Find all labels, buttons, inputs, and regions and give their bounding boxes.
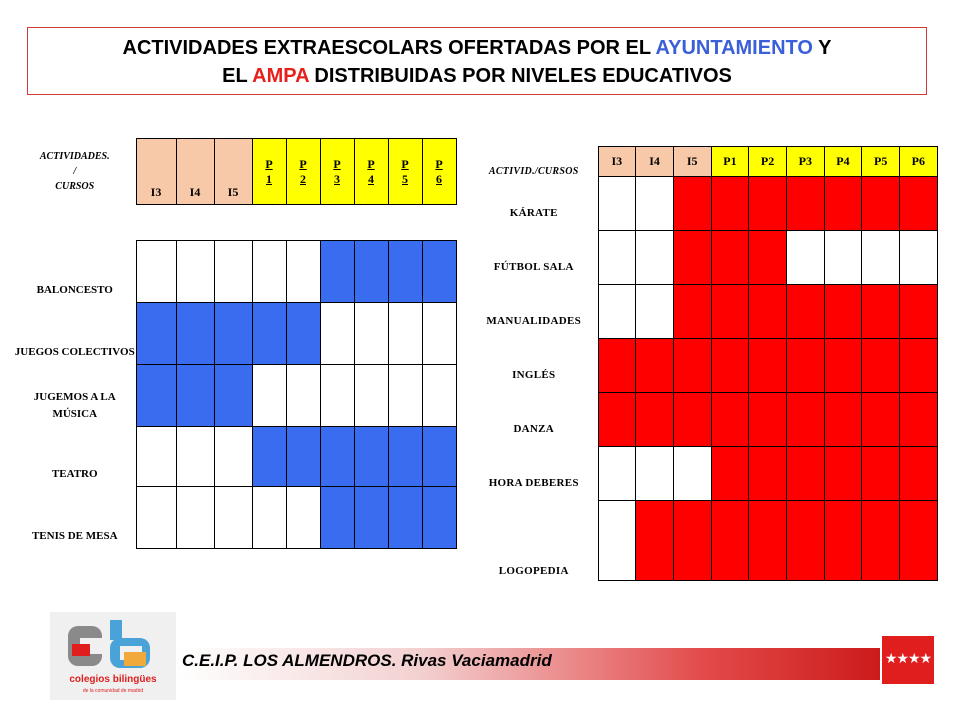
right-cell-filled: [786, 339, 824, 393]
left-corner-label: ACTIVIDADES. / CURSOS: [14, 139, 136, 205]
right-cell-filled: [824, 285, 862, 339]
madrid-flag: ★★★★: [882, 636, 934, 684]
left-cell-filled: [252, 303, 286, 365]
left-table-row: [14, 365, 456, 427]
right-cell-filled: [598, 339, 636, 393]
right-header-cell: I3: [598, 147, 636, 177]
right-cell-filled: [786, 501, 824, 581]
right-table-row: [470, 285, 937, 339]
left-cell-filled: [320, 427, 354, 487]
right-cell-filled: [636, 339, 674, 393]
left-cell-filled: [354, 487, 388, 549]
left-cell-filled: [252, 427, 286, 487]
right-table-row: [470, 231, 937, 285]
left-cell-filled: [422, 241, 456, 303]
right-cell-filled: [673, 339, 711, 393]
right-cell-filled: [900, 501, 938, 581]
right-cell-filled: [900, 285, 938, 339]
right-cell-filled: [900, 339, 938, 393]
right-cell-empty: [636, 177, 674, 231]
left-header-cell: P 6: [422, 139, 456, 205]
left-cell-empty: [286, 241, 320, 303]
right-cell-empty: [636, 231, 674, 285]
left-header-cell: P 2: [286, 139, 320, 205]
right-cell-filled: [711, 231, 749, 285]
right-cell-filled: [862, 501, 900, 581]
right-cell-filled: [711, 447, 749, 501]
left-cell-empty: [176, 487, 214, 549]
left-cell-empty: [214, 427, 252, 487]
left-table-header: [14, 138, 457, 205]
left-header-cell: P 1: [252, 139, 286, 205]
right-cell-filled: [749, 177, 787, 231]
left-cell-empty: [286, 365, 320, 427]
left-cell-filled: [388, 241, 422, 303]
right-table-row: [470, 393, 937, 447]
left-row-label: JUGEMOS A LA MÚSICA: [33, 390, 116, 420]
right-cell-empty: [786, 231, 824, 285]
right-cell-empty: [824, 231, 862, 285]
left-header-cell: P 5: [388, 139, 422, 205]
logo-icon: [50, 612, 176, 700]
right-cell-filled: [824, 447, 862, 501]
left-cell-filled: [388, 487, 422, 549]
right-cell-empty: [636, 285, 674, 339]
left-cell-empty: [252, 365, 286, 427]
right-cell-filled: [749, 501, 787, 581]
svg-text:colegios bilingües: colegios bilingües: [69, 674, 157, 685]
right-cell-filled: [749, 285, 787, 339]
right-cell-filled: [749, 447, 787, 501]
left-cell-filled: [320, 241, 354, 303]
right-cell-filled: [862, 177, 900, 231]
right-row-label: DANZA: [513, 422, 555, 435]
left-cell-empty: [176, 241, 214, 303]
left-row-label: BALONCESTO: [36, 283, 113, 296]
left-cell-empty: [286, 487, 320, 549]
right-cell-filled: [673, 177, 711, 231]
right-cell-filled: [862, 285, 900, 339]
left-cell-empty: [136, 487, 176, 549]
left-table-row: [14, 241, 456, 303]
title-line-1: ACTIVIDADES EXTRAESCOLARS OFERTADAS POR EL AYUNTAMIENTO Y: [122, 37, 832, 59]
right-table-row: [470, 501, 937, 581]
right-cell-filled: [673, 285, 711, 339]
left-row-label: TENIS DE MESA: [31, 529, 118, 542]
left-cell-filled: [176, 365, 214, 427]
left-cell-filled: [176, 303, 214, 365]
left-row-label: JUEGOS COLECTIVOS: [14, 345, 135, 358]
right-row-label: KÁRATE: [509, 206, 558, 219]
right-row-label: INGLÉS: [512, 368, 556, 381]
left-cell-filled: [422, 427, 456, 487]
right-table-row: [470, 447, 937, 501]
left-cell-empty: [388, 303, 422, 365]
right-cell-filled: [786, 177, 824, 231]
right-cell-filled: [711, 339, 749, 393]
page-title: [27, 27, 927, 95]
left-cell-empty: [176, 427, 214, 487]
left-cell-empty: [214, 487, 252, 549]
left-cell-filled: [422, 487, 456, 549]
left-cell-empty: [136, 241, 176, 303]
right-cell-filled: [900, 447, 938, 501]
left-cell-empty: [136, 427, 176, 487]
right-cell-filled: [786, 285, 824, 339]
right-corner-label: ACTIVID./CURSOS: [488, 165, 579, 177]
right-cell-filled: [824, 339, 862, 393]
right-cell-empty: [900, 231, 938, 285]
left-cell-filled: [354, 241, 388, 303]
right-cell-filled: [673, 231, 711, 285]
school-name: C.E.I.P. LOS ALMENDROS. Rivas Vaciamadrid: [182, 651, 552, 670]
right-header-cell: P3: [786, 147, 824, 177]
right-cell-filled: [711, 285, 749, 339]
left-cell-filled: [354, 427, 388, 487]
right-row-label: FÚTBOL SALA: [493, 260, 574, 273]
right-cell-filled: [673, 501, 711, 581]
left-header-cell: P 3: [320, 139, 354, 205]
right-cell-filled: [900, 177, 938, 231]
right-header-row: [470, 147, 937, 177]
left-cell-filled: [286, 427, 320, 487]
left-cell-empty: [388, 365, 422, 427]
left-cell-filled: [136, 303, 176, 365]
right-row-label: HORA DEBERES: [488, 476, 579, 489]
left-cell-filled: [320, 487, 354, 549]
right-cell-empty: [862, 231, 900, 285]
left-cell-empty: [320, 303, 354, 365]
right-header-cell: P2: [749, 147, 787, 177]
right-cell-filled: [711, 393, 749, 447]
right-cell-filled: [749, 231, 787, 285]
right-cell-filled: [673, 393, 711, 447]
right-cell-filled: [786, 447, 824, 501]
right-header-cell: P4: [824, 147, 862, 177]
right-table-row: [470, 177, 937, 231]
left-table-row: [14, 427, 456, 487]
right-cell-empty: [673, 447, 711, 501]
right-cell-filled: [862, 447, 900, 501]
left-row-label: TEATRO: [51, 467, 98, 480]
colegios-bilingues-logo: [50, 612, 176, 700]
right-cell-filled: [749, 339, 787, 393]
right-cell-empty: [598, 285, 636, 339]
right-cell-filled: [786, 393, 824, 447]
left-cell-filled: [286, 303, 320, 365]
right-cell-filled: [749, 393, 787, 447]
left-cell-empty: [214, 241, 252, 303]
right-cell-filled: [824, 177, 862, 231]
right-cell-filled: [862, 339, 900, 393]
right-cell-empty: [598, 231, 636, 285]
left-cell-empty: [320, 365, 354, 427]
right-cell-empty: [598, 447, 636, 501]
left-cell-filled: [136, 365, 176, 427]
right-cell-filled: [636, 501, 674, 581]
title-line-2: EL AMPA DISTRIBUIDAS POR NIVELES EDUCATIVOS: [222, 65, 732, 87]
svg-text:de la comunidad de madrid: de la comunidad de madrid: [82, 688, 144, 694]
right-cell-filled: [862, 393, 900, 447]
right-cell-filled: [824, 393, 862, 447]
right-table-row: [470, 339, 937, 393]
right-cell-filled: [636, 393, 674, 447]
right-activities-table: [470, 146, 938, 581]
right-cell-filled: [900, 393, 938, 447]
right-cell-filled: [711, 501, 749, 581]
left-cell-empty: [354, 303, 388, 365]
left-cell-empty: [354, 365, 388, 427]
left-cell-empty: [422, 303, 456, 365]
left-activities-table: [14, 240, 457, 549]
left-header-cell: I4: [176, 139, 214, 205]
right-cell-empty: [598, 177, 636, 231]
left-cell-empty: [252, 241, 286, 303]
left-cell-empty: [252, 487, 286, 549]
right-cell-filled: [711, 177, 749, 231]
right-header-cell: P6: [900, 147, 938, 177]
left-table-row: [14, 303, 456, 365]
left-table-row: [14, 487, 456, 549]
right-row-label: LOGOPEDIA: [498, 564, 569, 577]
right-row-label: MANUALIDADES: [486, 314, 582, 327]
left-cell-filled: [388, 427, 422, 487]
right-cell-empty: [598, 501, 636, 581]
right-header-cell: I4: [636, 147, 674, 177]
left-cell-empty: [422, 365, 456, 427]
left-header-cell: I3: [136, 139, 176, 205]
right-header-cell: P5: [862, 147, 900, 177]
left-header-cell: P 4: [354, 139, 388, 205]
right-header-cell: I5: [673, 147, 711, 177]
right-cell-filled: [824, 501, 862, 581]
right-header-cell: P1: [711, 147, 749, 177]
right-cell-empty: [636, 447, 674, 501]
right-cell-filled: [598, 393, 636, 447]
left-cell-filled: [214, 365, 252, 427]
left-cell-filled: [214, 303, 252, 365]
left-header-cell: I5: [214, 139, 252, 205]
